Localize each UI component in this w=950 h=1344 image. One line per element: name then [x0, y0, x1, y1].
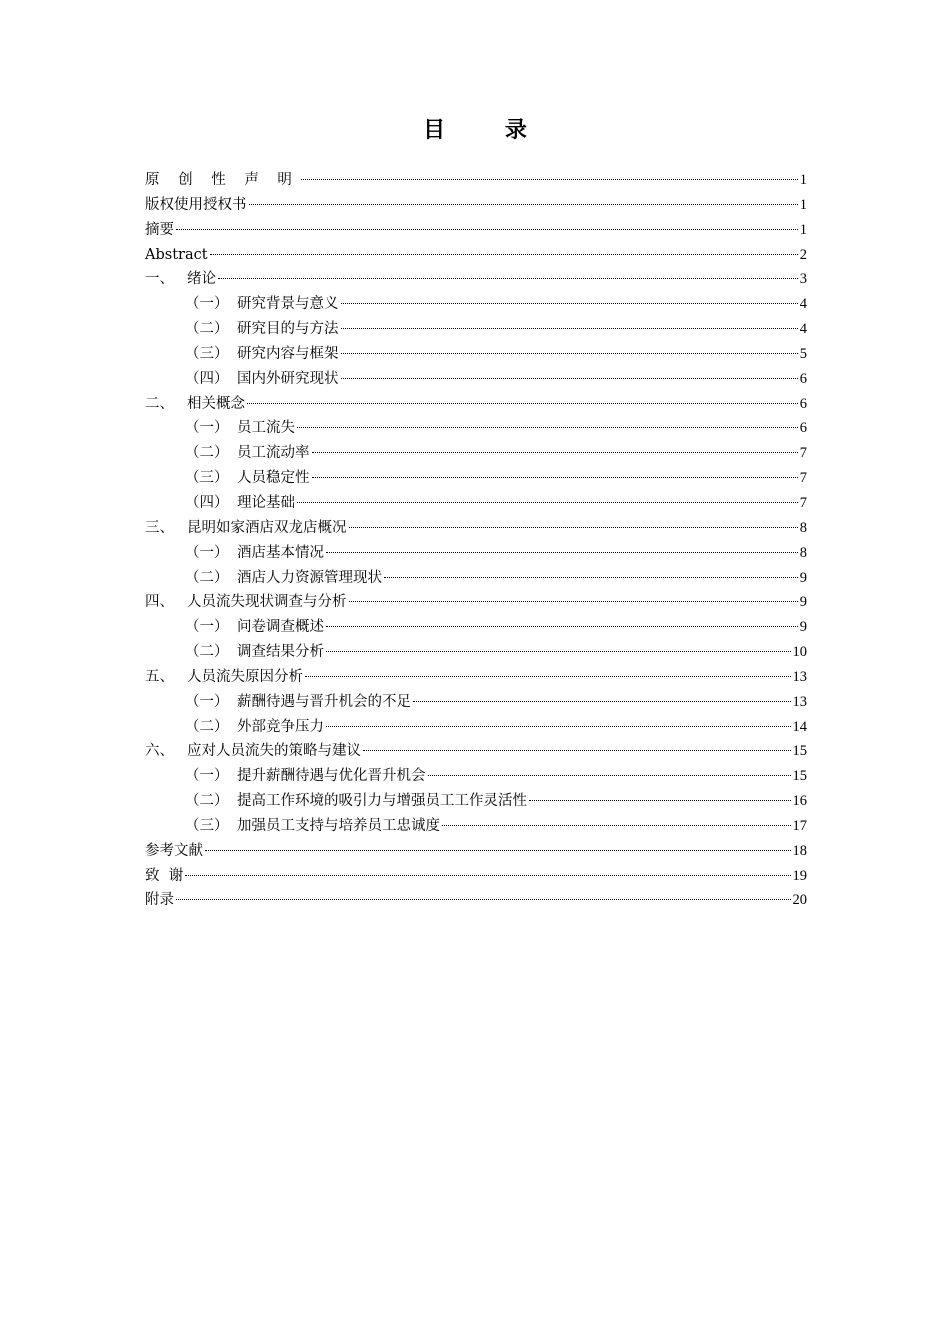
dot-leader [363, 750, 791, 751]
toc-entry-title: 原 创 性 声 明 [145, 172, 299, 188]
toc-page-number: 6 [799, 370, 807, 387]
toc-page-number: 6 [799, 420, 807, 437]
dot-leader [210, 254, 798, 255]
dot-leader [218, 278, 798, 279]
toc-entry[interactable] [145, 317, 807, 342]
toc-entry-title: 参考文献 [145, 842, 203, 859]
toc-entry[interactable] [145, 267, 807, 292]
toc-page-number: 2 [799, 246, 807, 263]
toc-entry-title: 应对人员流失的策略与建议 [187, 743, 361, 760]
dot-leader [341, 303, 798, 304]
toc-entry[interactable] [145, 193, 807, 218]
toc-entry-title: 致 谢 [145, 867, 184, 884]
toc-page-number: 3 [799, 271, 807, 288]
dot-leader [341, 328, 798, 329]
toc-entry-number: 一、 [145, 271, 174, 288]
toc-page-number: 9 [799, 619, 807, 636]
toc-entry-number: （一） [185, 693, 229, 710]
toc-entry-number: （一） [185, 296, 229, 313]
toc-page-number: 15 [792, 768, 807, 785]
toc-entry-number: （二） [185, 569, 229, 586]
toc-entry-title: 昆明如家酒店双龙店概况 [187, 519, 347, 536]
toc-page-number: 6 [799, 395, 807, 412]
toc-entry-number: （二） [185, 718, 229, 735]
toc-entry-title: 酒店基本情况 [237, 544, 324, 561]
toc-entry-title: 相关概念 [187, 395, 245, 412]
toc-page-number: 16 [792, 793, 807, 810]
toc-entry-title: Abstract [145, 246, 208, 263]
toc-entry[interactable] [145, 864, 807, 889]
toc-entry[interactable] [145, 888, 807, 913]
dot-leader [326, 651, 791, 652]
dot-leader [176, 899, 791, 900]
toc-page-number: 1 [799, 221, 807, 238]
toc-entry-title: 研究目的与方法 [237, 321, 339, 338]
toc-entry-title: 人员稳定性 [237, 470, 310, 487]
toc-entry[interactable] [145, 615, 807, 640]
toc-page-number: 10 [792, 644, 807, 661]
toc-page-number: 7 [799, 445, 807, 462]
toc-page-number: 8 [799, 519, 807, 536]
toc-entry[interactable] [145, 690, 807, 715]
toc-entry-title: 加强员工支持与培养员工忠诚度 [237, 817, 440, 834]
toc-entry[interactable] [145, 342, 807, 367]
toc-entry-number: （二） [185, 445, 229, 462]
toc-entry[interactable] [145, 168, 807, 193]
toc-entry-number: 三、 [145, 519, 174, 536]
toc-entry[interactable] [145, 243, 807, 268]
dot-leader [297, 427, 798, 428]
dot-leader [301, 179, 798, 180]
toc-entry-number: （三） [185, 470, 229, 487]
toc-entry[interactable] [145, 715, 807, 740]
toc-page-number: 15 [792, 743, 807, 760]
toc-page-number: 18 [792, 842, 807, 859]
dot-leader [349, 601, 798, 602]
toc-page-number: 7 [799, 470, 807, 487]
toc-entry[interactable] [145, 814, 807, 839]
dot-leader [176, 229, 798, 230]
page-title: 目 录 [423, 118, 553, 143]
toc-page-number: 20 [792, 892, 807, 909]
dot-leader [326, 552, 798, 553]
dot-leader [341, 378, 798, 379]
dot-leader [428, 775, 791, 776]
toc-entry[interactable] [145, 739, 807, 764]
toc-entry-number: 二、 [145, 395, 174, 412]
toc-entry-title: 人员流失原因分析 [187, 668, 303, 685]
toc-entry-title: 薪酬待遇与晋升机会的不足 [237, 693, 411, 710]
toc-entry-title: 问卷调查概述 [237, 619, 324, 636]
toc-entry-title: 提升薪酬待遇与优化晋升机会 [237, 768, 426, 785]
toc-entry[interactable] [145, 466, 807, 491]
toc-entry[interactable] [145, 764, 807, 789]
toc-entry-title: 外部竞争压力 [237, 718, 324, 735]
toc-entry-number: （一） [185, 619, 229, 636]
toc-page-number: 14 [792, 718, 807, 735]
toc-entry[interactable] [145, 416, 807, 441]
toc-page-number: 17 [792, 817, 807, 834]
dot-leader [297, 502, 798, 503]
toc-entry[interactable] [145, 590, 807, 615]
toc-entry-title: 附录 [145, 892, 174, 909]
toc-entry-number: （二） [185, 321, 229, 338]
toc-entry-number: （三） [185, 817, 229, 834]
dot-leader [249, 204, 798, 205]
toc-page-number: 9 [799, 594, 807, 611]
toc-entry-number: （一） [185, 768, 229, 785]
dot-leader [205, 850, 791, 851]
toc-page-number: 9 [799, 569, 807, 586]
toc-entry-title: 理论基础 [237, 494, 295, 511]
dot-leader [442, 825, 791, 826]
toc-entry[interactable] [145, 566, 807, 591]
toc-entry-title: 研究背景与意义 [237, 296, 339, 313]
toc-entry-title: 提高工作环境的吸引力与增强员工工作灵活性 [237, 793, 527, 810]
toc-entry[interactable] [145, 292, 807, 317]
toc-entry[interactable] [145, 218, 807, 243]
toc-entry[interactable] [145, 665, 807, 690]
dot-leader [247, 403, 798, 404]
toc-entry-title: 人员流失现状调查与分析 [187, 594, 347, 611]
toc-entry-title: 绪论 [187, 271, 216, 288]
dot-leader [341, 353, 798, 354]
toc-page-number: 7 [799, 494, 807, 511]
toc-page-number: 19 [792, 867, 807, 884]
toc-entry-number: 六、 [145, 743, 174, 760]
toc-entry[interactable] [145, 541, 807, 566]
toc-entry-number: （二） [185, 793, 229, 810]
toc-entry-title: 研究内容与框架 [237, 345, 339, 362]
toc-entry[interactable] [145, 392, 807, 417]
toc-entry-title: 版权使用授权书 [145, 196, 247, 213]
toc-entry-title: 员工流动率 [237, 445, 310, 462]
dot-leader [185, 875, 790, 876]
toc-entry-title: 员工流失 [237, 420, 295, 437]
table-of-contents [145, 168, 807, 913]
toc-entry[interactable] [145, 516, 807, 541]
toc-page-number: 13 [792, 668, 807, 685]
dot-leader [312, 452, 798, 453]
toc-entry[interactable] [145, 789, 807, 814]
toc-entry[interactable] [145, 491, 807, 516]
toc-entry[interactable] [145, 441, 807, 466]
toc-entry-title: 国内外研究现状 [237, 370, 339, 387]
dot-leader [384, 577, 798, 578]
toc-page-number: 13 [792, 693, 807, 710]
toc-entry-title: 调查结果分析 [237, 644, 324, 661]
toc-page-number: 4 [799, 321, 807, 338]
dot-leader [413, 701, 791, 702]
toc-entry[interactable] [145, 640, 807, 665]
toc-page-number: 5 [799, 345, 807, 362]
dot-leader [326, 626, 798, 627]
toc-entry-number: 四、 [145, 594, 174, 611]
dot-leader [305, 676, 791, 677]
toc-entry-number: 五、 [145, 668, 174, 685]
toc-entry-number: （二） [185, 644, 229, 661]
toc-entry[interactable] [145, 367, 807, 392]
toc-entry-number: （四） [185, 370, 229, 387]
toc-entry-title: 摘要 [145, 221, 174, 238]
toc-entry[interactable] [145, 839, 807, 864]
dot-leader [312, 477, 798, 478]
toc-entry-number: （一） [185, 544, 229, 561]
toc-entry-title: 酒店人力资源管理现状 [237, 569, 382, 586]
toc-page-number: 1 [799, 172, 807, 188]
toc-page-number: 4 [799, 296, 807, 313]
toc-entry-number: （一） [185, 420, 229, 437]
toc-entry-number: （三） [185, 345, 229, 362]
dot-leader [349, 527, 798, 528]
toc-page-number: 8 [799, 544, 807, 561]
dot-leader [326, 726, 791, 727]
toc-page-number: 1 [799, 196, 807, 213]
toc-entry-number: （四） [185, 494, 229, 511]
dot-leader [529, 800, 791, 801]
